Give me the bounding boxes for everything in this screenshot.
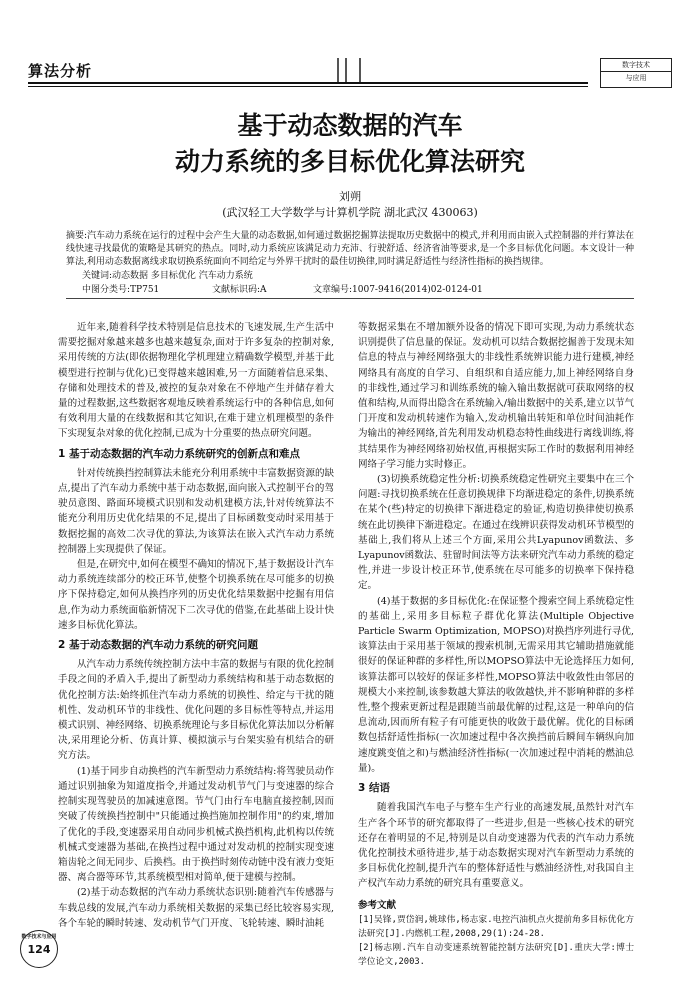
section-heading-3: 3 结语 xyxy=(358,782,390,795)
affiliation: (武汉轻工大学数学与计算机学院 湖北武汉 430063) xyxy=(222,206,478,219)
document-code: 文献标识码:A xyxy=(212,285,267,295)
reference-item: [1]吴锋,贾岱润,姚球伟,杨志家.电控汽油机点火提前角多目标优化方法研究[J].内燃机工程,2008,29(1):24-28. xyxy=(358,914,634,939)
paragraph: (1)基于同步自动换档的汽车新型动力系统结构:将驾驶员动作通过识别抽象为知道度指令,并通过发动机节气门与变速器的综合控制实现驾驶员的加减速意图。节气门由行车电脑直接控制,因而突破了传统换挡控制中"只能通过换挡施加控制作用"的约束,增加了优化的手段,变速器采用自动同步机械式换挡机构,此机构以传统机械式变速器为基础,在换挡过程中通过对发动机的控制实现变速箱齿轮之间无同步、后换档。由于换挡时刻传动链中没有液力变矩器、离合器等环节,其系统模型相对简单,便于建模与控制。 xyxy=(58,765,334,884)
header-rule-thin xyxy=(28,86,588,87)
clc-number: 中图分类号:TP751 xyxy=(82,285,160,295)
intro-paragraph: 近年来,随着科学技术特别是信息技术的飞速发展,生产生活中需要挖掘对象越来越多也越来越复杂,面对于许多复杂的控制对象,采用传统的方法(即依据物理化学机理建立精确数学模型,并基于此模型进行控制与优化)已变得越来越困难,另一方面随着信息采集、存储和处理技术的普及,被控的复杂对象在不停地产生并储存着大量的过程数据,这些数据客观地反映着系统运行中的各种信息,如何有效利用大量的在线数据和其它知识,在难于建立机理模型的条件下实现复杂对象的优化控制,已成为十分重要的热点研究问题。 xyxy=(58,322,334,440)
paragraph: (4)基于数据的多目标优化:在保证整个搜索空间上系统稳定性的基础上,采用多目标粒子群优化算法(Multiple Objective Particle Swarm Optimization, MOPSO)对换挡序列进行寻优,该算法由于采用基于领域的搜索机制,无需采用其它辅助措施就能很好的保证种群的多样性,所以MOPSO算法中无论选择压力如何,该算法都可以较好的保证多样性,MOPSO算法中收敛性由邻居的规模大小来控制,该参数越大算法的收敛越快,并不影响种群的多样性,整个搜索更新过程是跟随当前最优解的过程,这是一种单向的信息流动,因而所有粒子有可能更快的收敛于最优解。优化的目标函数包括舒适性指标(一次加速过程中各次换挡前后瞬间车辆纵向加速度跳变值之和)与燃油经济性指标(一次加速过程中消耗的燃油总量)。 xyxy=(358,595,634,774)
meta-rule xyxy=(66,298,634,299)
section-heading-1: 1 基于动态数据的汽车动力系统研究的创新点和难点 xyxy=(58,447,300,460)
paragraph: 但是,在研究中,如何在模型不确知的情况下,基于数据设计汽车动力系统连续部分的校正环节,使整个切换系统在尽可能多的切换序下保持稳定,如何从换挡序列的历史优化结果数据中挖掘有用信息,作为动力系统面临新情况下二次寻优的借鉴,在此基础上设计快速多目标优化算法。 xyxy=(58,559,334,631)
left-column xyxy=(58,320,334,931)
page-number-badge xyxy=(20,930,58,968)
right-column xyxy=(358,320,634,969)
article-title-line-1: 基于动态数据的汽车 xyxy=(237,111,463,140)
references-heading: 参考文献 xyxy=(358,899,397,911)
conclusion-paragraph: 随着我国汽车电子与整车生产行业的高速发展,虽然针对汽车生产各个环节的研究都取得了一些进步,但是一些核心技术的研究还存在着明显的不足,特别是以自动变速器为代表的汽车动力系统优化控制技术亟待进步,基于动态数据实现对汽车新型动力系统的多目标优化控制,提升汽车的整体舒适性与燃油经济性,对我国自主产权汽车动力系统的研究具有重要意义。 xyxy=(358,802,634,890)
paragraph: (2)基于动态数据的汽车动力系统状态识别:随着汽车传感器与车载总线的发展,汽车动力系统相关数据的采集已经比较容易实现,各个车轮的瞬时转速、发动机节气门开度、飞轮转速、瞬时油耗 xyxy=(58,887,334,929)
section-heading-2: 2 基于动态数据的汽车动力系统的研究问题 xyxy=(58,639,258,652)
abstract: 摘要:汽车动力系统在运行的过程中会产生大量的动态数据,如何通过数据挖掘算法提取历史数据中的模式,并利用而由嵌入式控制器的并行算法在线快速寻找最优的策略是其研究的热点。同时,动力系统应该满足动力充沛、行驶舒适、经济省油等要求,是一个多目标优化问题。本文设计一种算法,利用动态数据离线求取切换系统面向不同给定与外界干扰时的最佳切换律,同时满足舒适性与经济性指标的换挡规律。 xyxy=(66,231,634,267)
author: 刘朔 xyxy=(339,190,361,203)
keywords: 关键词:动态数据 多目标优化 汽车动力系统 xyxy=(82,271,253,281)
article-title-line-2: 动力系统的多目标优化算法研究 xyxy=(174,147,525,176)
paragraph: 等数据采集在不增加额外设备的情况下即可实现,为动力系统状态识别提供了信息量的保证。发动机可以结合数据挖掘善于发现未知信息的特点与神经网络强大的非线性系统辨识能力进行建模,神经网络具有高度的自学习、自组织和自适应能力,加上神经网络自身的非线性,通过学习和训练系统的输入输出数据就可获取网络的权值和结构,从而得出隐含在系统输入/输出数据中的关系,建立以节气门开度和发动机转速作为输入,发动机输出转矩和单位时间油耗作为输出的神经网络,首先利用发动机稳态特性曲线进行离线训练,将其结果作为神经网络初始权值,再根据实际工作时的数据利用神经网络子学习能力实时修正。 xyxy=(358,322,634,470)
paragraph: (3)切换系统稳定性分析:切换系统稳定性研究主要集中在三个问题:寻找切换系统在任意切换规律下均渐进稳定的条件,切换系统在某个(些)特定的切换律下渐进稳定的验证,构造切换律使切换系统在此切换律下渐进稳定。在通过在线辨识获得发动机环节模型的基础上,我们将从上述三个方面,采用公共Lyapunov函数法、多Lyapunov函数法、驻留时间法等方法来研究汽车动力系统的稳定性,并进一步设计校正环节,使系统在尽可能多的切换率下保持稳定。 xyxy=(358,474,634,592)
header-rule xyxy=(28,82,588,84)
reference-item: [2]杨志刚.汽车自动变速系统智能控制方法研究[D].重庆大学:博士学位论文,2003. xyxy=(358,942,634,967)
logo-line-1: 数字技术 xyxy=(601,59,671,72)
page-badge-label: 数字技术与应用 xyxy=(21,934,57,940)
paragraph: 从汽车动力系统传统控制方法中丰富的数据与有限的优化控制手段之间的矛盾入手,提出了新型动力系统结构和基于动态数据的优化控制方法:始终抓住汽车动力系统的切换性、给定与干扰的随机性、发动机环节的非线性、优化问题的多目标性等特点,并运用模式识别、神经网络、切换系统理论与多目标优化算法加以分析解决,采用理论分析、仿真计算、模拟演示与台架实验有机结合的研究方法。 xyxy=(58,659,334,762)
section-label: 算法分析 xyxy=(28,62,93,80)
page-number: 124 xyxy=(27,943,51,956)
journal-logo xyxy=(600,58,672,88)
logo-line-2: 与应用 xyxy=(625,74,647,82)
article-number: 文章编号:1007-9416(2014)02-0124-01 xyxy=(313,285,483,295)
paragraph: 针对传统换挡控制算法未能充分利用系统中丰富数据资源的缺点,提出了汽车动力系统中基于动态数据,面向嵌入式控制平台的驾驶员意图、路面环境模式识别和发动机建模方法,针对传统算法不能充分利用历史优化结果的不足,提出了目标函数变动时采用基于数据挖掘的高效二次寻优的算法,为该算法在嵌入式汽车动力系统控制器上实现提供了保证。 xyxy=(58,467,334,555)
header-divider-bars xyxy=(337,58,367,84)
